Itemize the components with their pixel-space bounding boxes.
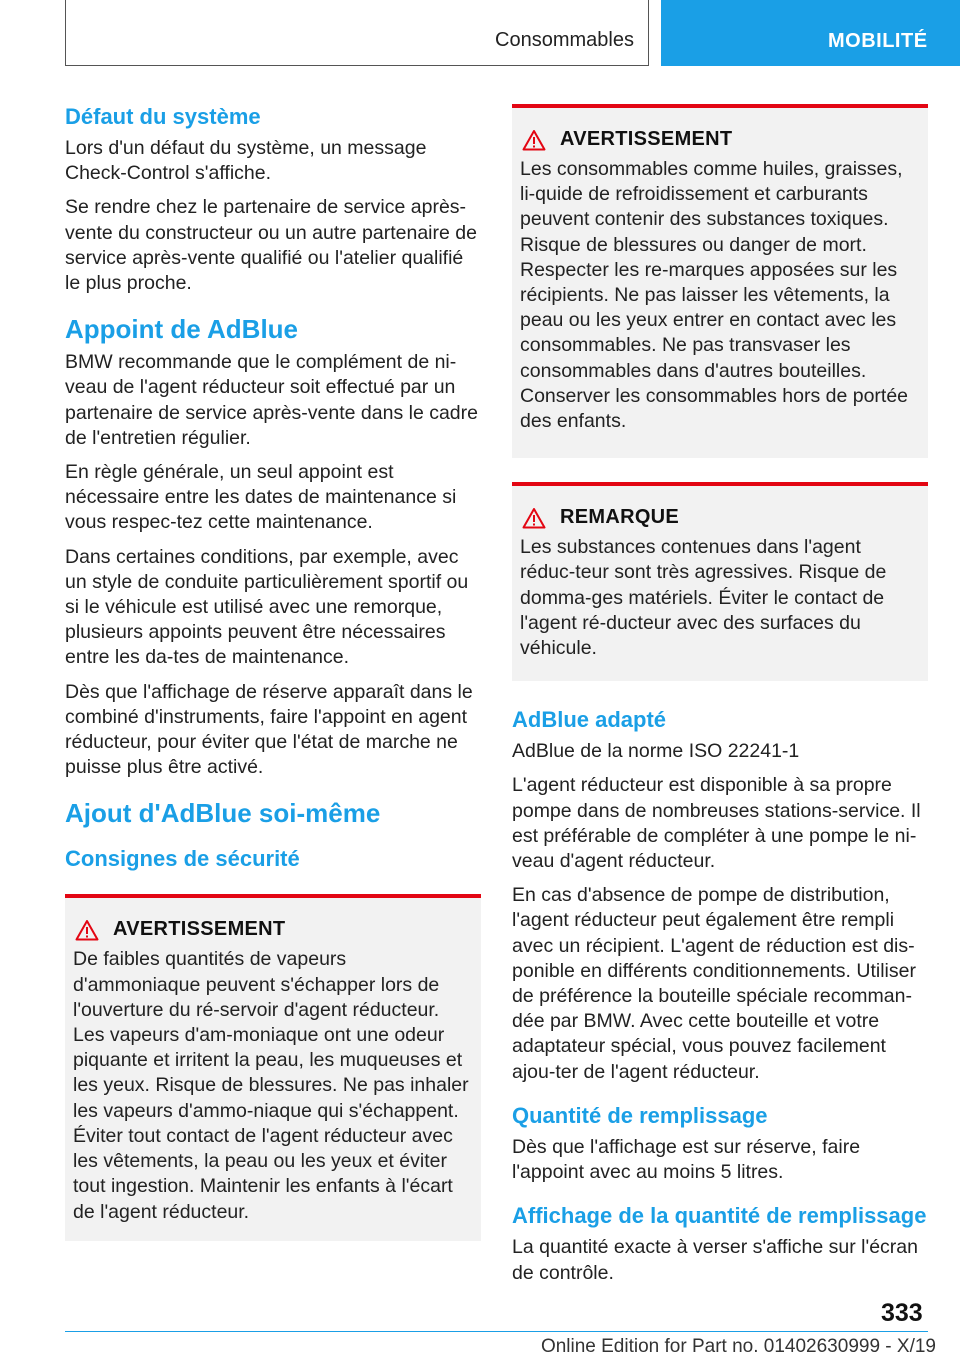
heading-quantite-remplissage: Quantité de remplissage [512,1102,768,1128]
paragraph: Lors d'un défaut du système, un message Check-Control s'affiche. [65,137,427,185]
footer-divider [65,1331,928,1332]
heading-appoint-adblue: Appoint de AdBlue [65,314,299,345]
header-section-tab [65,0,649,66]
warning-text: Les consommables comme huiles, graisses, li-quide de refroidissement et carburants peuvent contenir des substances toxiques. Risque de blessures ou danger de mort. Respecter les re-marques apposées sur les récipients. Ne pas laisser les vêtements, la peau ou les yeux entrer en contact avec les consommables. Ne pas transvaser les consommables dans d'autres bouteilles. Conserver les consommables hors de portée des enfants. [520,158,909,433]
page-number: 333 [881,1299,923,1327]
header-chapter-title: MOBILITÉ [828,30,928,52]
warning-title: AVERTISSEMENT [113,918,286,941]
warning-triangle-icon [522,129,546,151]
heading-defaut-systeme: Défaut du système [65,104,261,129]
header-section-title: Consommables [495,29,634,51]
warning-triangle-icon [75,919,99,941]
paragraph: Dès que l'affichage est sur réserve, faire l'appoint avec au moins 5 litres. [512,1135,861,1184]
right-column [512,104,928,1295]
paragraph: Se rendre chez le partenaire de service après-vente du constructeur ou un autre partenaire de service après-vente qualifié ou l'atelier qualifié le plus proche. [65,196,477,295]
note-title: REMARQUE [560,506,680,529]
warning-title-row [520,128,920,151]
paragraph: BMW recommande que le complément de ni-veau de l'agent réducteur soit effectué par un partenaire de service après-vente dans le cadre de l'entretien régulier. [65,351,478,449]
heading-ajout-adblue: Ajout d'AdBlue soi-même [65,798,381,829]
paragraph: En règle générale, un seul appoint est nécessaire entre les dates de maintenance si vous respec-tez cette maintenance. [65,461,457,534]
warning-box [512,104,928,458]
paragraph: L'agent réducteur est disponible à sa propre pompe dans de nombreuses stations-service. Il est préférable de compléter à une pompe le ni-veau d'agent réducteur. [512,774,921,873]
warning-triangle-icon [522,507,546,529]
paragraph: Dès que l'affichage de réserve apparaît dans le combiné d'instruments, faire l'appoint en agent réducteur, pour éviter que l'état de marche ne puisse plus être activé. [65,680,473,779]
footer-edition: Online Edition for Part no. 01402630999 - X/19 [540,1336,936,1357]
warning-title-row [73,918,473,941]
heading-consignes-securite: Consignes de sécurité [65,846,300,872]
note-title-row [520,506,920,529]
heading-affichage-quantite: Affichage de la quantité de remplissage [512,1203,927,1229]
warning-text: De faibles quantités de vapeurs d'ammoniaque peuvent s'échapper lors de l'ouverture du ré-servoir d'agent réducteur. Les vapeurs d'am-moniaque ont une odeur piquante et irritent la peau, les muqueuses et les yeux. Risque de blessures. Ne pas inhaler les vapeurs d'ammo-niaque qui s'échappent. Éviter tout contact de l'agent réducteur avec les vêtements, la peau ou les yeux et éviter tout ingestion. Maintenir les enfants à l'écart de l'agent réducteur. [73,948,469,1223]
note-text: Les substances contenues dans l'agent réduc-teur sont très agressives. Risque de domma-ges matériels. Éviter le contact de l'agent ré-ducteur avec des surfaces du véhicule. [520,536,887,660]
paragraph: La quantité exacte à verser s'affiche sur l'écran de contrôle. [512,1236,918,1284]
header-chapter-tab [661,0,960,66]
heading-adblue-adapte: AdBlue adapté [512,707,667,733]
left-column [65,100,481,1241]
warning-title: AVERTISSEMENT [560,128,733,150]
note-box [512,482,928,681]
paragraph: AdBlue de la norme ISO 22241-1 [512,740,800,763]
warning-box [65,894,481,1240]
paragraph: Dans certaines conditions, par exemple, avec un style de conduite particulièrement sportif ou si le véhicule est utilisé avec une remorque, plusieurs appoints peuvent être nécessaires entre les da-tes de maintenance. [65,545,469,669]
paragraph: En cas d'absence de pompe de distribution, l'agent réducteur peut également être rempli avec un récipient. L'agent de réduction est dis-ponible en différents conditionnements. Utiliser de préférence la bouteille spéciale recomman-dée par BMW. Avec cette bouteille et votre adaptateur spécial, vous pouvez facilement ajou-ter de l'agent réducteur. [512,884,916,1083]
